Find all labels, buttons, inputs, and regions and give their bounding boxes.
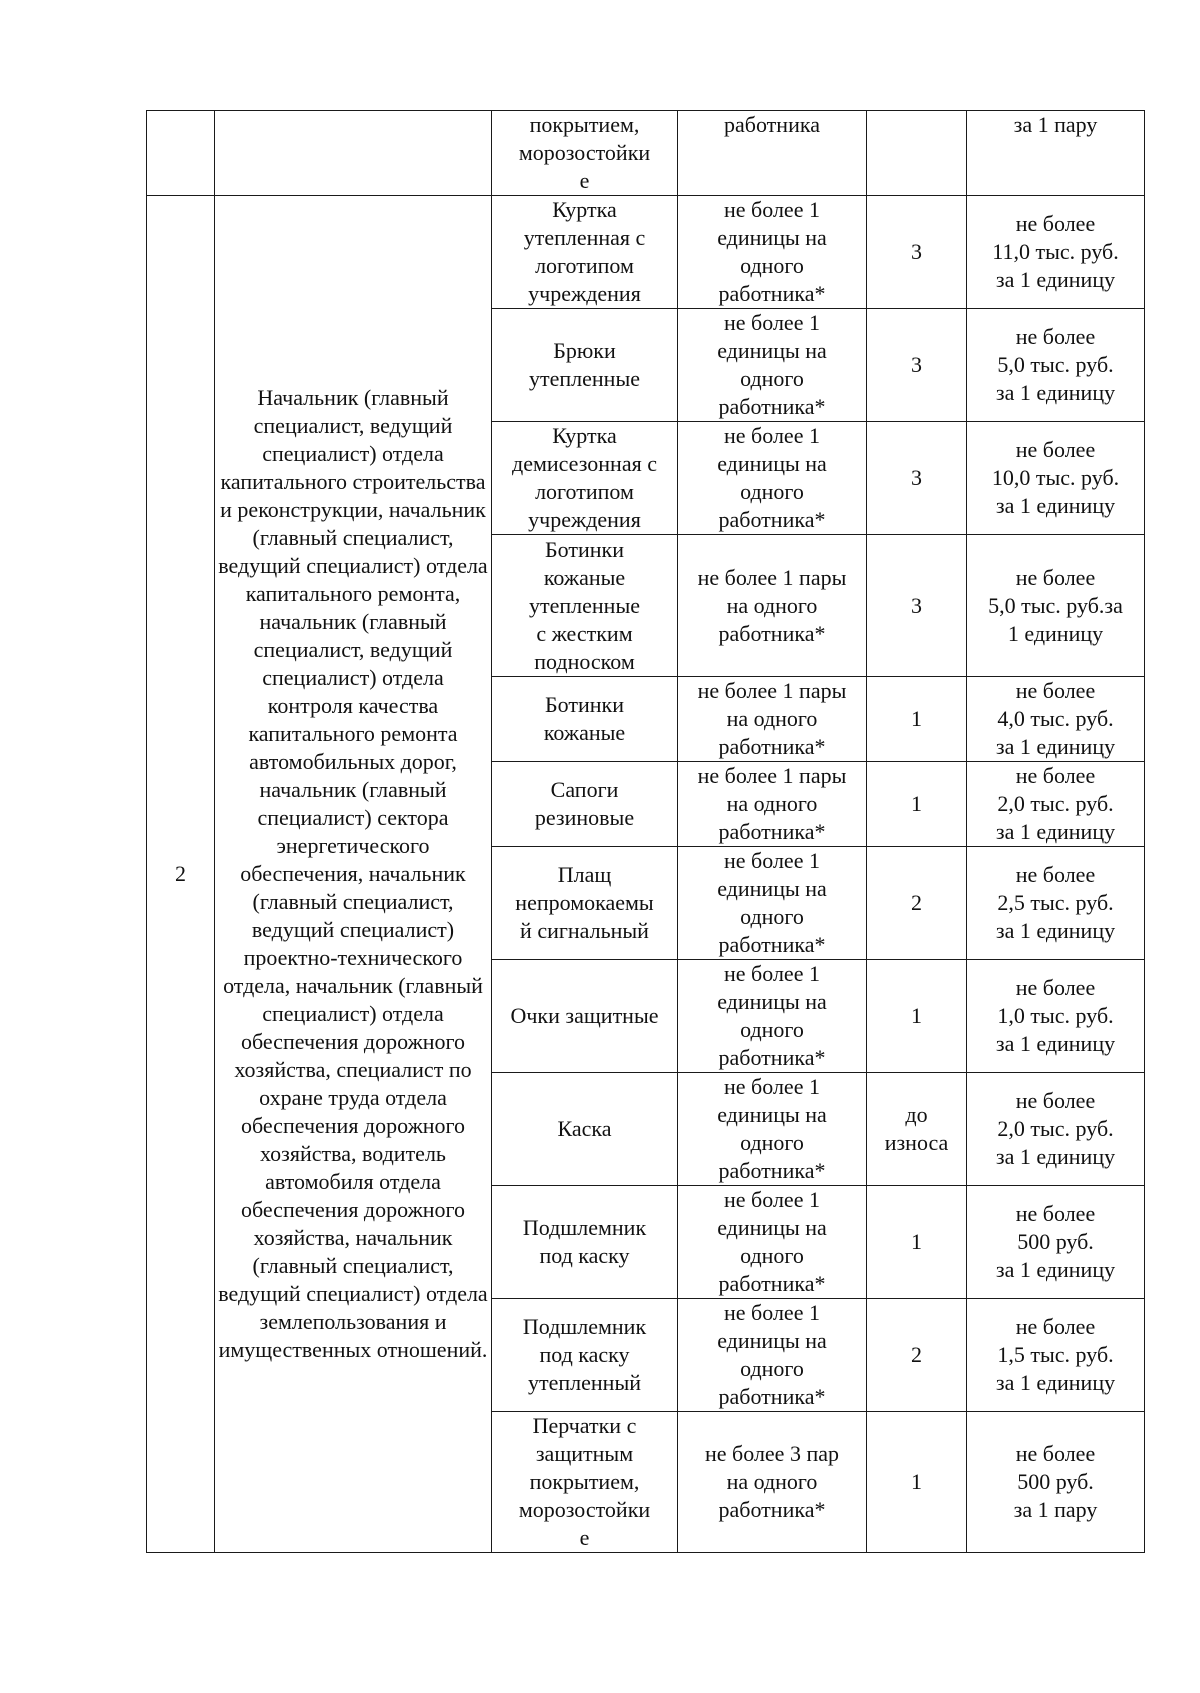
- price-cell: не более 4,0 тыс. руб. за 1 единицу: [967, 677, 1145, 762]
- item-name-cell: Ботинки кожаные: [492, 677, 678, 762]
- norm-cell: не более 1 единицы на одного работника*: [678, 1073, 867, 1186]
- item-name-cell: Сапоги резиновые: [492, 762, 678, 847]
- item-name-cell: Брюки утепленные: [492, 309, 678, 422]
- price-cell: не более 1,5 тыс. руб. за 1 единицу: [967, 1299, 1145, 1412]
- norm-cell: не более 1 пары на одного работника*: [678, 762, 867, 847]
- wear-period-cell: 1: [867, 1186, 967, 1299]
- item-name-cell: Куртка утепленная с логотипом учреждения: [492, 196, 678, 309]
- wear-period-cell: 3: [867, 196, 967, 309]
- price-cell: за 1 пару: [967, 111, 1145, 196]
- wear-period-cell: 2: [867, 847, 967, 960]
- row-number-cell: 2: [147, 196, 215, 1553]
- norm-cell: не более 1 единицы на одного работника*: [678, 422, 867, 535]
- table-row: [147, 196, 1145, 309]
- item-name-cell: Ботинки кожаные утепленные с жестким подноском: [492, 535, 678, 677]
- price-cell: не более 500 руб. за 1 пару: [967, 1412, 1145, 1553]
- wear-period-cell: 3: [867, 309, 967, 422]
- wear-period-cell: [867, 111, 967, 196]
- item-name-cell: покрытием, морозостойки е: [492, 111, 678, 196]
- wear-period-cell: 3: [867, 535, 967, 677]
- price-cell: не более 500 руб. за 1 единицу: [967, 1186, 1145, 1299]
- wear-period-cell: до износа: [867, 1073, 967, 1186]
- price-cell: не более 10,0 тыс. руб. за 1 единицу: [967, 422, 1145, 535]
- norm-cell: не более 1 единицы на одного работника*: [678, 196, 867, 309]
- item-name-cell: Перчатки с защитным покрытием, морозостойки е: [492, 1412, 678, 1553]
- norm-cell: не более 3 пар на одного работника*: [678, 1412, 867, 1553]
- norm-cell: не более 1 единицы на одного работника*: [678, 847, 867, 960]
- norm-cell: работника: [678, 111, 867, 196]
- row-number-cell: [147, 111, 215, 196]
- positions-cell: Начальник (главный специалист, ведущий специалист) отдела капитального строительства и реконструкции, начальник (главный специалист, ведущий специалист) отдела капитального ремонта, начальник (главный специалист, ведущий специалист) отдела контроля качества капитального ремонта автомобильных дорог, начальник (главный специалист) сектора энергетического обеспечения, начальник (главный специалист, ведущий специалист) проектно-технического отдела, начальник (главный специалист) отдела обеспечения дорожного хозяйства, специалист по охране труда отдела обеспечения дорожного хозяйства, водитель автомобиля отдела обеспечения дорожного хозяйства, начальник (главный специалист, ведущий специалист) отдела землепользования и имущественных отношений.: [215, 196, 492, 1553]
- price-cell: не более 2,0 тыс. руб. за 1 единицу: [967, 1073, 1145, 1186]
- wear-period-cell: 3: [867, 422, 967, 535]
- norm-cell: не более 1 единицы на одного работника*: [678, 309, 867, 422]
- item-name-cell: Каска: [492, 1073, 678, 1186]
- wear-period-cell: 1: [867, 762, 967, 847]
- item-name-cell: Очки защитные: [492, 960, 678, 1073]
- norms-table: [146, 110, 1145, 1553]
- norms-table-body: [147, 111, 1145, 1553]
- norm-cell: не более 1 единицы на одного работника*: [678, 1299, 867, 1412]
- norm-cell: не более 1 пары на одного работника*: [678, 535, 867, 677]
- norm-cell: не более 1 пары на одного работника*: [678, 677, 867, 762]
- item-name-cell: Плащ непромокаемы й сигнальный: [492, 847, 678, 960]
- item-name-cell: Подшлемник под каску: [492, 1186, 678, 1299]
- wear-period-cell: 2: [867, 1299, 967, 1412]
- wear-period-cell: 1: [867, 1412, 967, 1553]
- position-cell: [215, 111, 492, 196]
- price-cell: не более 1,0 тыс. руб. за 1 единицу: [967, 960, 1145, 1073]
- wear-period-cell: 1: [867, 960, 967, 1073]
- wear-period-cell: 1: [867, 677, 967, 762]
- price-cell: не более 11,0 тыс. руб. за 1 единицу: [967, 196, 1145, 309]
- norm-cell: не более 1 единицы на одного работника*: [678, 1186, 867, 1299]
- norm-cell: не более 1 единицы на одного работника*: [678, 960, 867, 1073]
- price-cell: не более 5,0 тыс. руб. за 1 единицу: [967, 309, 1145, 422]
- item-name-cell: Куртка демисезонная с логотипом учреждения: [492, 422, 678, 535]
- price-cell: не более 2,5 тыс. руб. за 1 единицу: [967, 847, 1145, 960]
- table-row: [147, 111, 1145, 196]
- price-cell: не более 5,0 тыс. руб.за 1 единицу: [967, 535, 1145, 677]
- price-cell: не более 2,0 тыс. руб. за 1 единицу: [967, 762, 1145, 847]
- item-name-cell: Подшлемник под каску утепленный: [492, 1299, 678, 1412]
